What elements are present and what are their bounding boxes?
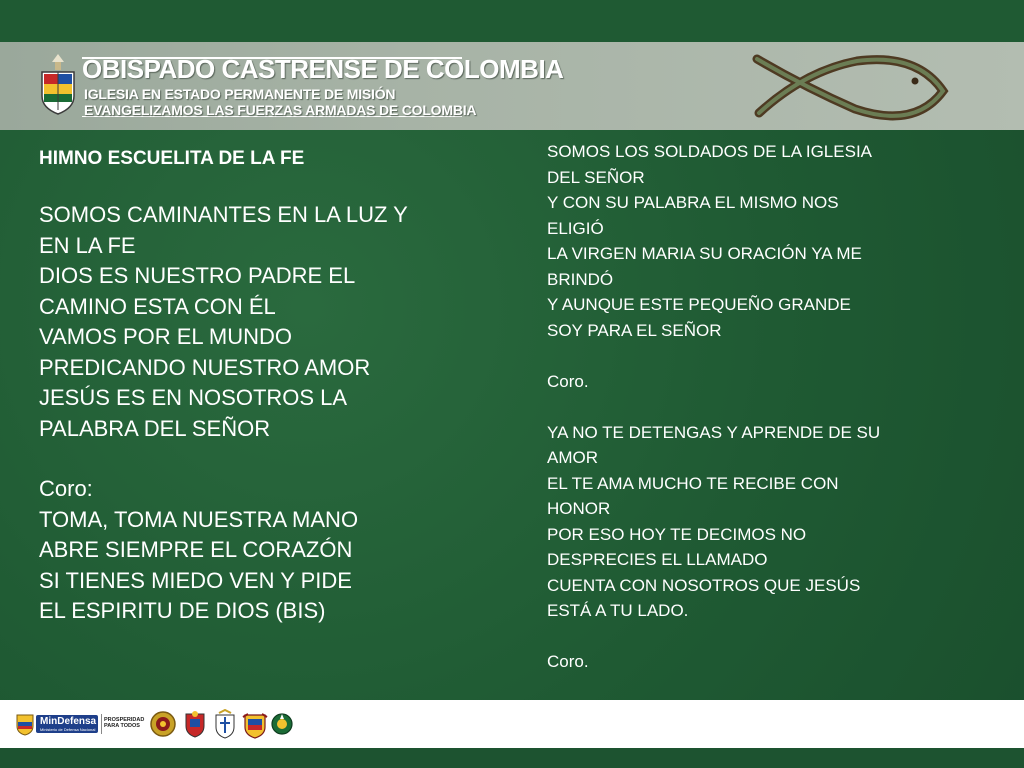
prosperidad-label: PROSPERIDAD — [104, 717, 145, 723]
org-subtitle-1: IGLESIA EN ESTADO PERMANENTE DE MISIÓN — [84, 86, 396, 102]
verse-line: CUENTA CON NOSOTROS QUE JESÚS — [547, 575, 861, 595]
mindefensa-label: MinDefensa — [40, 716, 97, 727]
verse-line: ELIGIÓ — [547, 218, 604, 238]
crest-icon — [38, 52, 78, 118]
stanza-gap — [547, 624, 987, 650]
hymn-right-column — [547, 139, 987, 675]
mindefensa-logo — [36, 715, 98, 733]
military-emblem-icon — [150, 711, 176, 737]
verse-line: CAMINO ESTA CON ÉL — [39, 293, 276, 319]
ichthys-fish-icon — [745, 47, 950, 125]
verse-line: POR ESO HOY TE DECIMOS NO — [547, 524, 807, 544]
org-title: OBISPADO CASTRENSE DE COLOMBIA — [82, 54, 564, 84]
chorus-marker: Coro. — [547, 371, 589, 391]
verse-line: BRINDÓ — [547, 269, 614, 289]
verse-line: JESÚS ES EN NOSOTROS LA — [39, 385, 348, 410]
verse-line: VAMOS POR EL MUNDO — [39, 324, 293, 349]
verse-line: SOMOS LOS SOLDADOS DE LA IGLESIA — [547, 142, 873, 161]
header-banner — [0, 42, 1024, 130]
footer-divider — [101, 714, 102, 734]
chorus-line: ABRE SIEMPRE EL CORAZÓN — [39, 537, 353, 562]
org-subtitle-2: EVANGELIZAMOS LAS FUERZAS ARMADAS DE COLOMBIA — [84, 102, 477, 118]
prosperidad-logo — [104, 717, 144, 729]
verse-line: DESPRECIES EL LLAMADO — [547, 550, 768, 569]
verse-line: PREDICANDO NUESTRO AMOR — [39, 354, 371, 380]
verse-1 — [39, 200, 479, 627]
verse-line: ESTÁ A TU LADO. — [547, 601, 689, 620]
hymn-title: HIMNO ESCUELITA DE LA FE — [39, 148, 305, 169]
verse-line: SOMOS CAMINANTES EN LA LUZ Y — [39, 202, 408, 227]
navy-emblem-icon — [213, 709, 237, 739]
para-todos-label: PARA TODOS — [104, 723, 140, 729]
verse-line: Y AUNQUE ESTE PEQUEÑO GRANDE — [547, 295, 851, 314]
bottom-strip — [0, 748, 1024, 768]
verse-line: HONOR — [547, 499, 611, 518]
chorus-line: TOMA, TOMA NUESTRA MANO — [39, 506, 359, 532]
army-emblem-icon — [184, 710, 206, 738]
verse-line: SOY PARA EL SEÑOR — [547, 320, 722, 340]
footer-logo-bar — [0, 700, 1024, 748]
police-emblem-icon — [271, 710, 293, 738]
chorus-line: EL ESPIRITU DE DIOS (BIS) — [39, 598, 326, 623]
verse-line: AMOR — [547, 448, 598, 467]
top-strip — [0, 0, 1024, 42]
air-force-emblem-icon — [242, 709, 268, 739]
mindefensa-sublabel: Ministerio de Defensa Nacional — [40, 727, 96, 732]
verse-line: DIOS ES NUESTRO PADRE EL — [39, 263, 356, 288]
stanza-gap — [547, 394, 987, 420]
chorus-label: Coro: — [39, 476, 93, 501]
chorus-marker: Coro. — [547, 652, 589, 671]
chorus-line: SI TIENES MIEDO VEN Y PIDE — [39, 567, 352, 593]
verse-line: YA NO TE DETENGAS Y APRENDE DE SU — [547, 422, 881, 442]
stanza-gap — [39, 444, 479, 474]
hymn-left-column — [39, 148, 479, 627]
colombia-shield-icon — [16, 714, 34, 736]
verse-line: EN LA FE — [39, 232, 136, 258]
verse-line: Y CON SU PALABRA EL MISMO NOS — [547, 193, 839, 212]
verse-line: EL TE AMA MUCHO TE RECIBE CON — [547, 473, 839, 493]
verse-2 — [547, 139, 987, 675]
stanza-gap — [547, 343, 987, 369]
verse-line: LA VIRGEN MARIA SU ORACIÓN YA ME — [547, 244, 862, 263]
verse-line: DEL SEÑOR — [547, 167, 645, 187]
verse-line: PALABRA DEL SEÑOR — [39, 415, 271, 441]
